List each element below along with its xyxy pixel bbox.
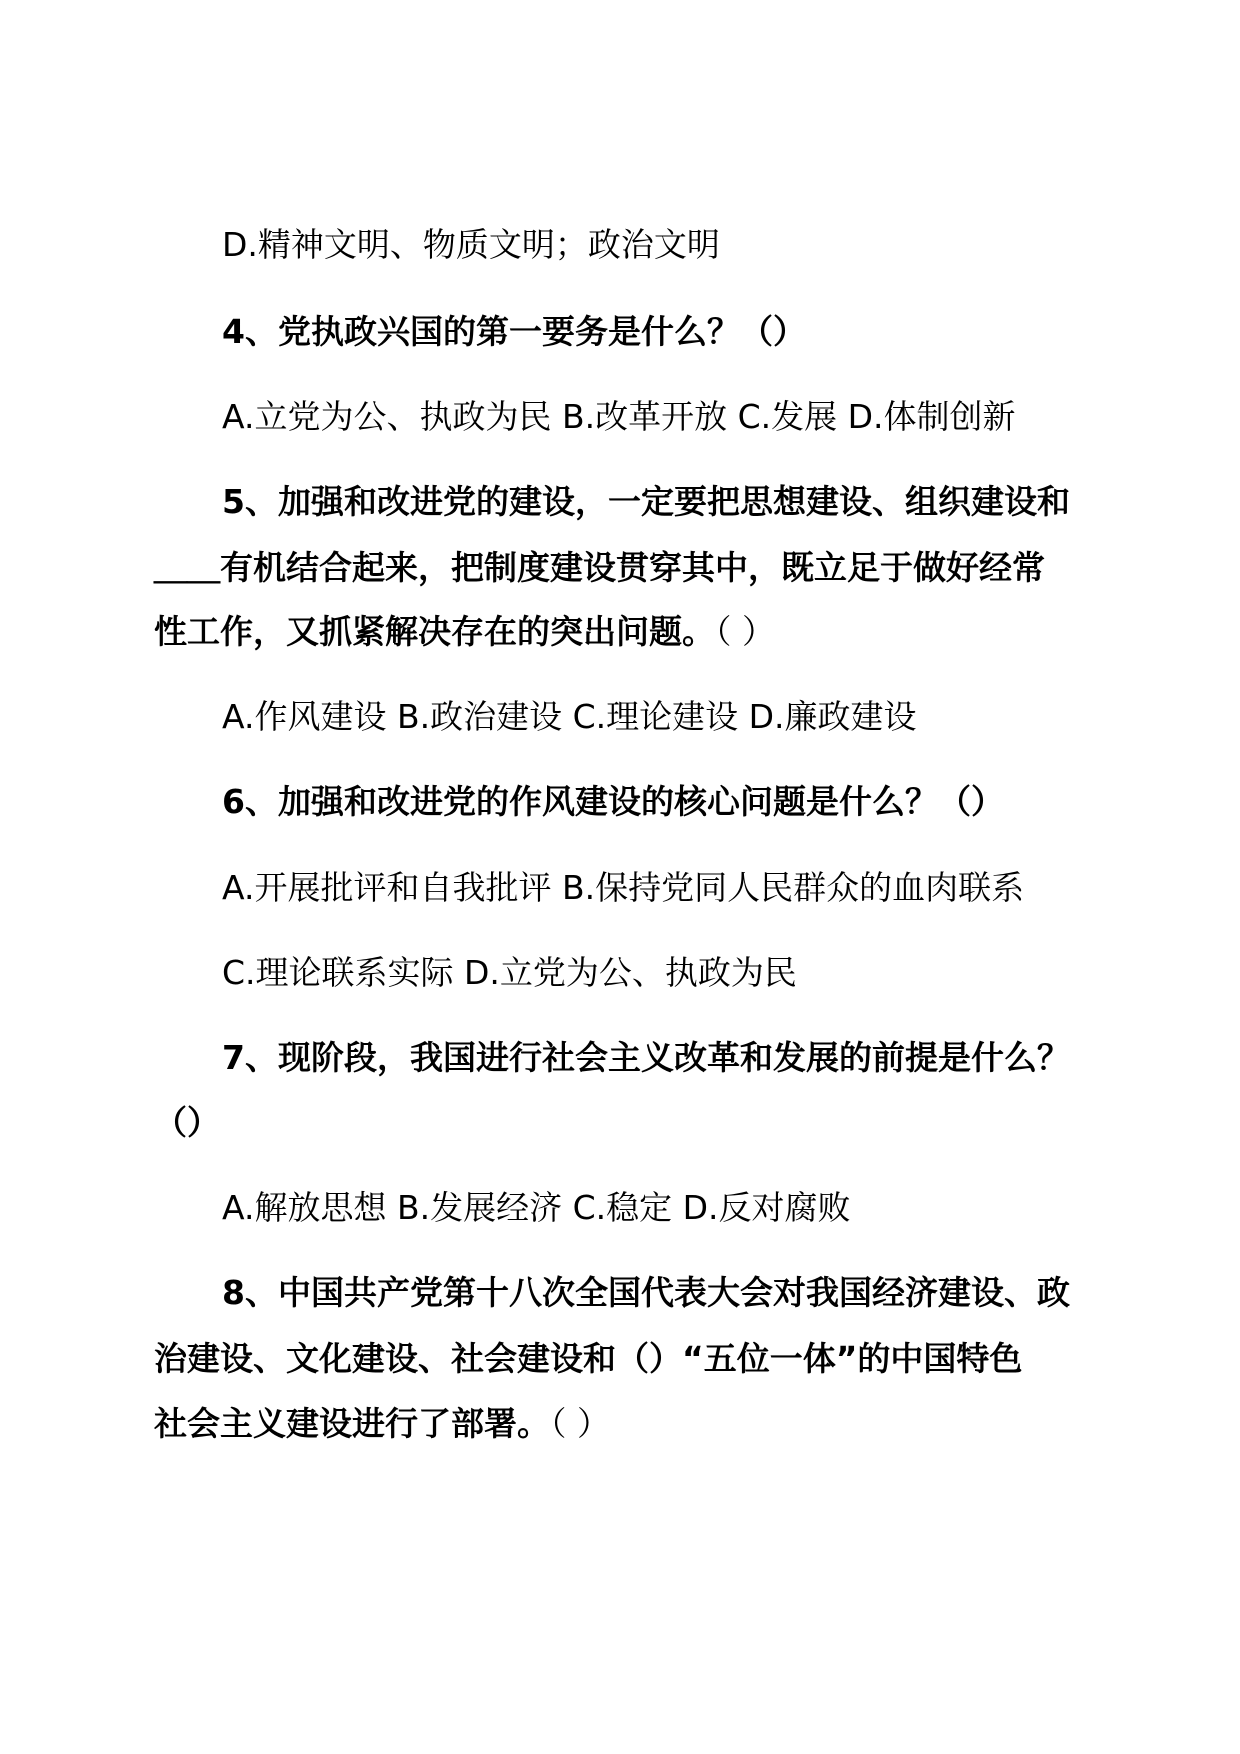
answer-parentheses: （ ）: [550, 1404, 610, 1443]
option-text: A.立党为公、执政为民 B.改革开放 C.发展 D.体制创新: [222, 397, 1016, 436]
option-text: D.精神文明、物质文明；政治文明: [222, 225, 720, 264]
question-7-line-1: [154, 1038, 1162, 1078]
option-text: A.开展批评和自我批评 B.保持党同人民群众的血肉联系: [222, 868, 1025, 907]
options-q4: [154, 397, 1162, 437]
options-q5: [154, 697, 1162, 737]
options-q6-line-1: [154, 868, 1162, 908]
options-q6-line-2: [154, 953, 1162, 993]
question-5-line-1: [154, 482, 1162, 522]
option-text: C.理论联系实际 D.立党为公、执政为民: [222, 953, 797, 992]
question-7-line-2: [154, 1103, 1094, 1143]
question-4: [154, 312, 1162, 352]
question-text: ＿＿有机结合起来，把制度建设贯穿其中，既立足于做好经常: [154, 548, 1045, 587]
question-5-line-3: [154, 612, 1094, 652]
option-text: A.解放思想 B.发展经济 C.稳定 D.反对腐败: [222, 1188, 851, 1227]
question-text: 5、加强和改进党的建设，一定要把思想建设、组织建设和: [222, 482, 1070, 521]
question-text: 6、加强和改进党的作风建设的核心问题是什么？（）: [222, 782, 1004, 821]
question-text: 性工作，又抓紧解决存在的突出问题。: [154, 612, 715, 651]
answer-parentheses: （）: [154, 1103, 220, 1142]
question-6: [154, 782, 1162, 822]
question-8-line-1: [154, 1273, 1162, 1313]
question-text: 8、中国共产党第十八次全国代表大会对我国经济建设、政: [222, 1273, 1070, 1312]
question-text: 4、党执政兴国的第一要务是什么？（）: [222, 312, 806, 351]
options-q7: [154, 1188, 1162, 1228]
question-text: 7、现阶段，我国进行社会主义改革和发展的前提是什么？: [222, 1038, 1070, 1077]
question-text: 社会主义建设进行了部署。: [154, 1404, 550, 1443]
option-text: A.作风建设 B.政治建设 C.理论建设 D.廉政建设: [222, 697, 917, 736]
answer-parentheses: （ ）: [715, 612, 775, 651]
question-text: 治建设、文化建设、社会建设和（）“五位一体”的中国特色: [154, 1339, 1023, 1378]
option-line-q3-d: [154, 225, 1162, 265]
question-8-line-3: [154, 1404, 1094, 1444]
question-5-line-2: [154, 548, 1094, 588]
question-8-line-2: [154, 1339, 1094, 1379]
